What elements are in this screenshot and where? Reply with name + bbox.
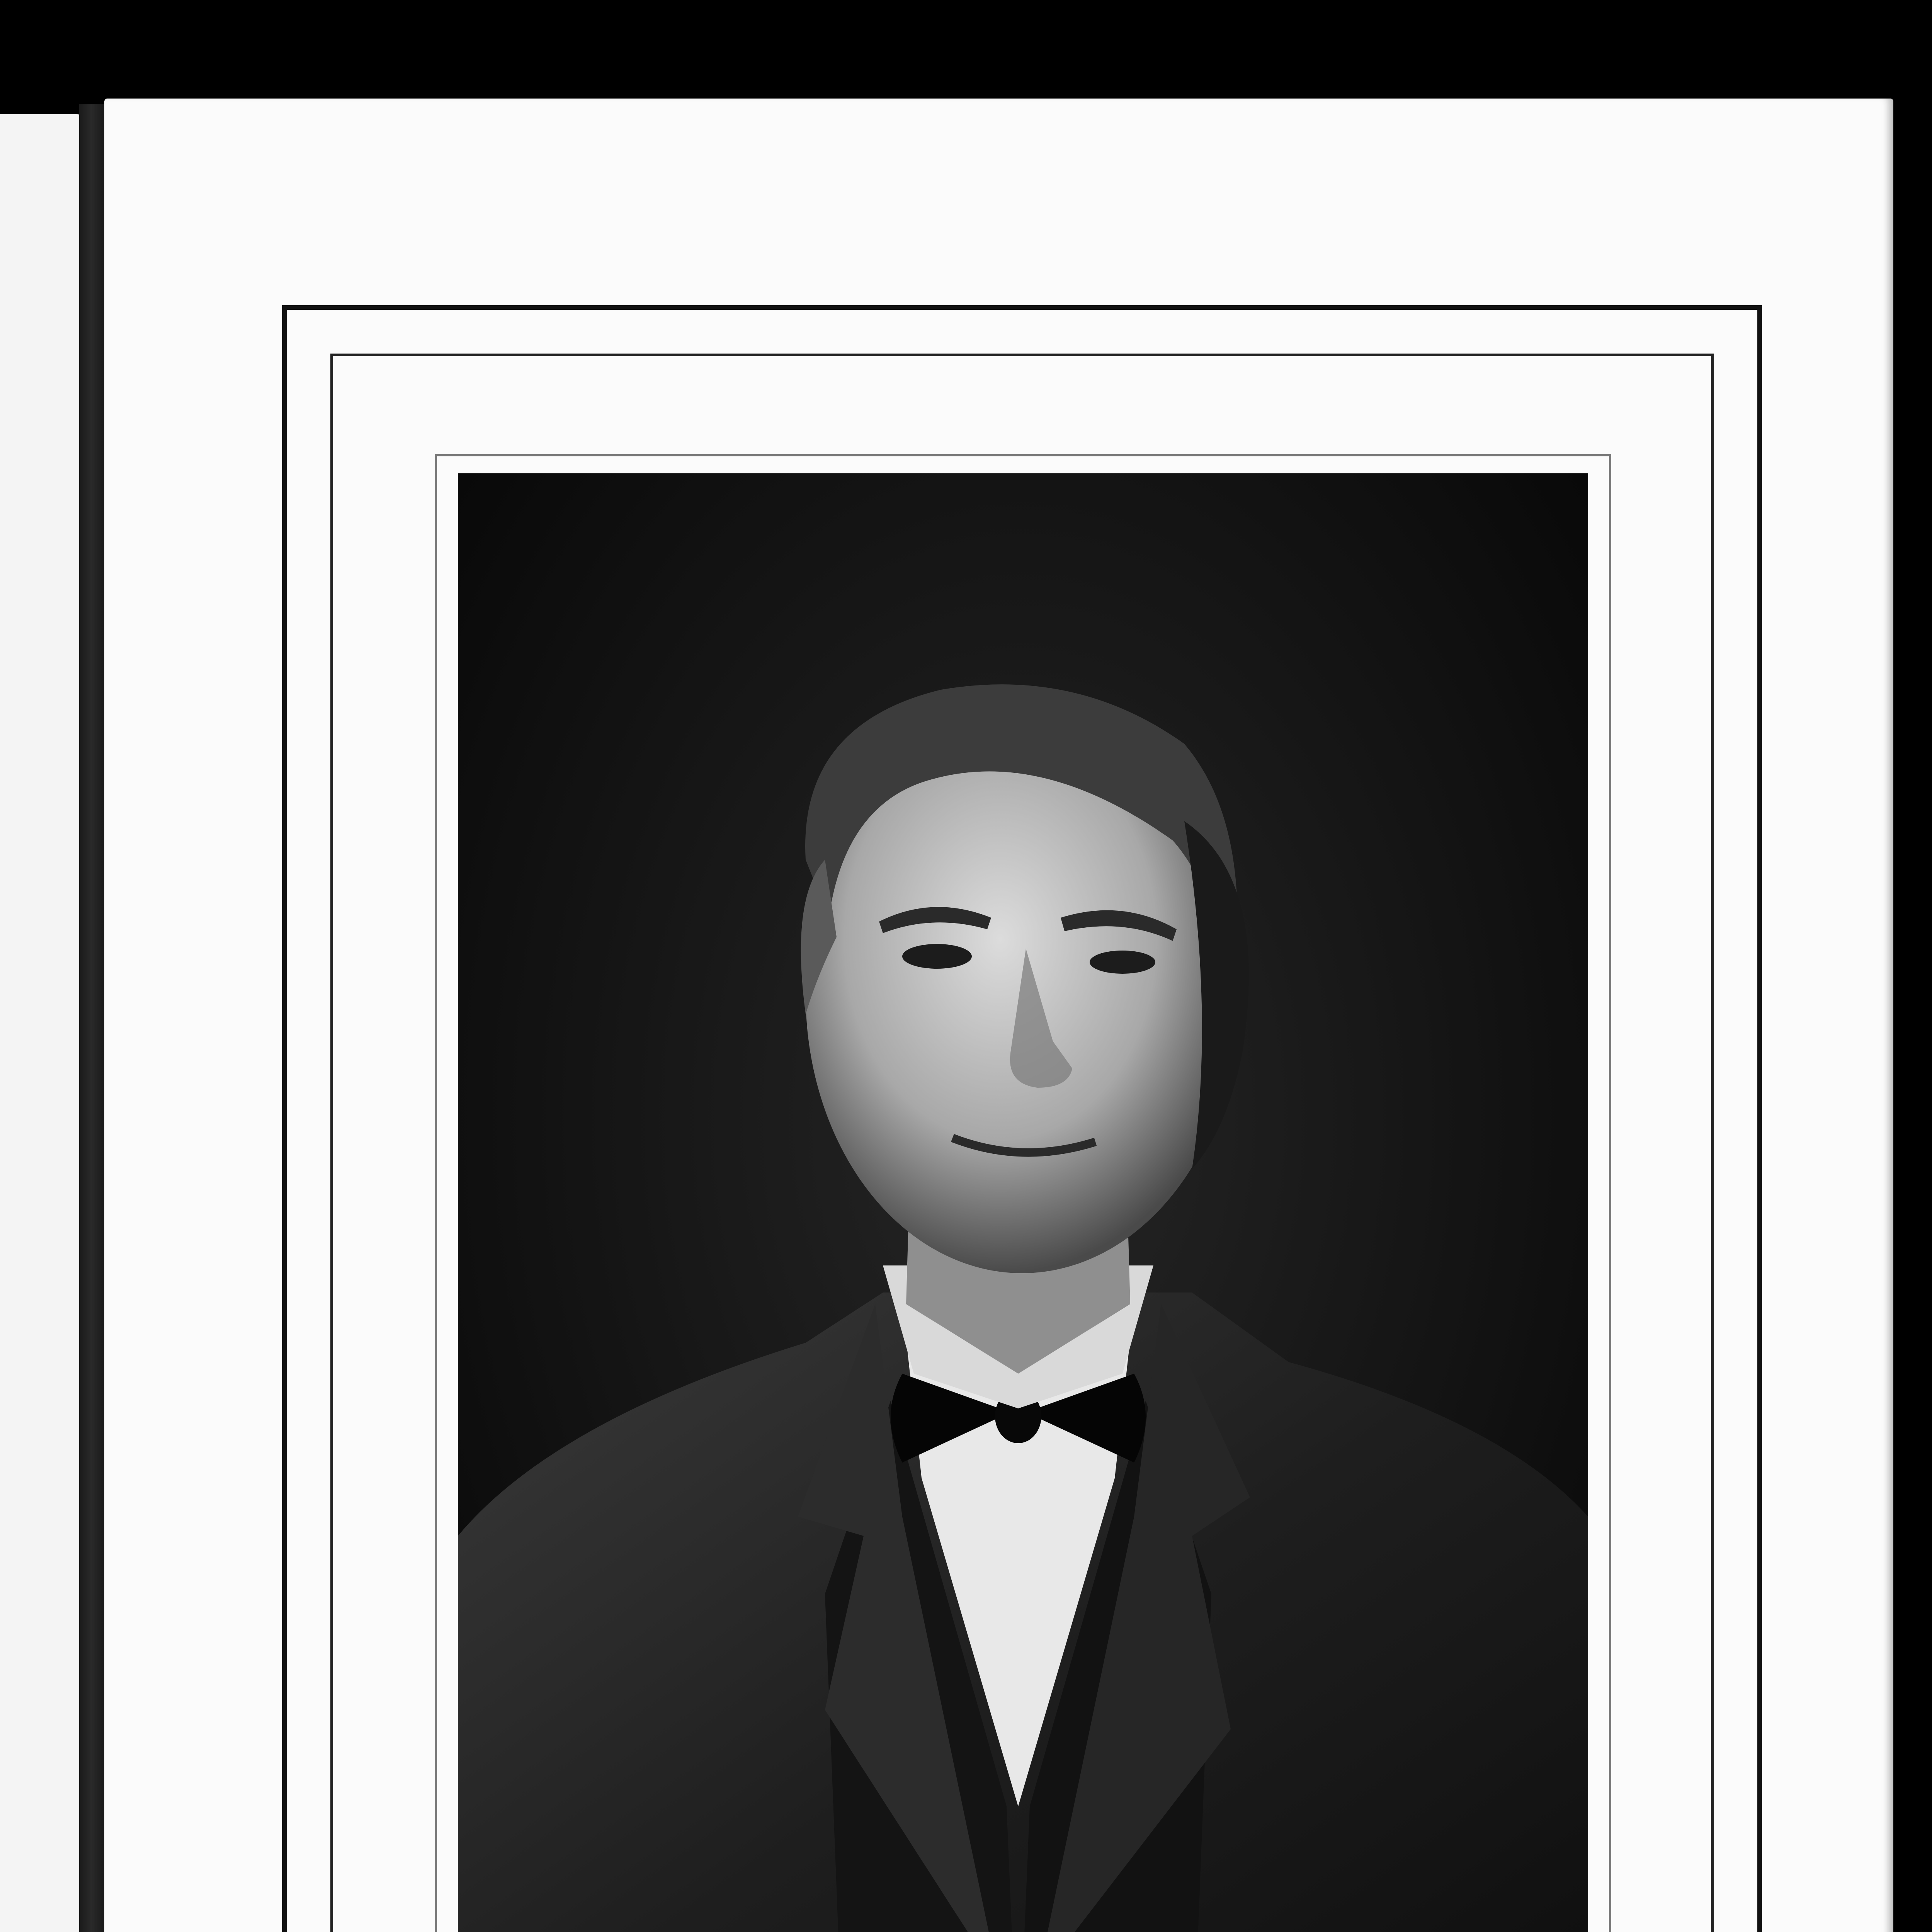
- portrait-photo: [458, 473, 1588, 1932]
- portrait-illustration: [458, 473, 1588, 1932]
- facing-page-edge: [0, 114, 83, 1932]
